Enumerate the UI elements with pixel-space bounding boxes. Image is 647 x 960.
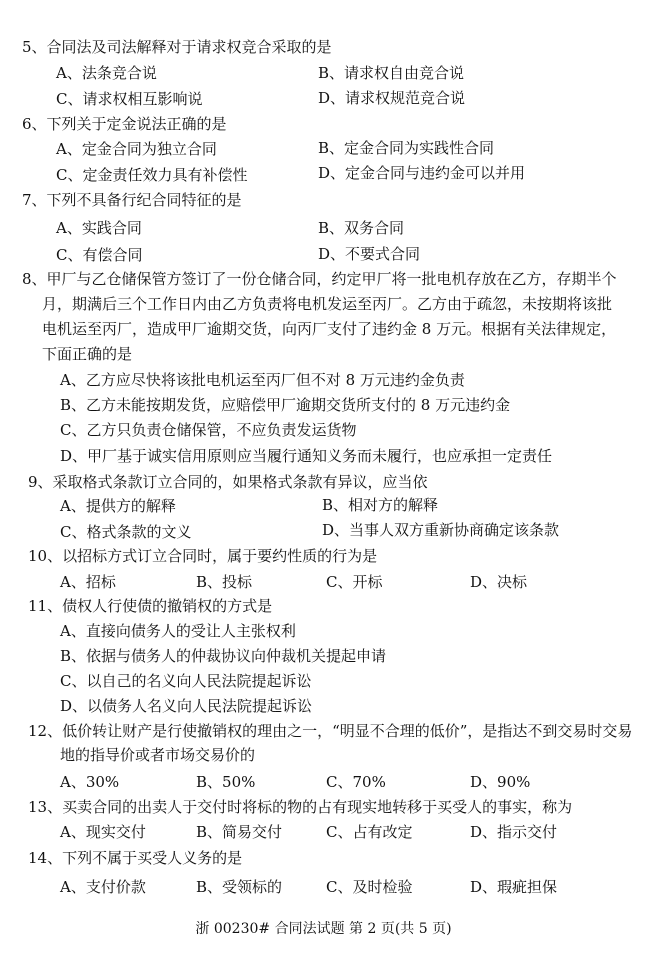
question-13-option-b: B、简易交付 [196,823,283,841]
question-8-stem-line-1: 8、甲厂与乙仓储保管方签订了一份仓储合同，约定甲厂将一批电机存放在乙方，存期半个 [22,270,617,288]
question-5-option-b: B、请求权自由竞合说 [318,64,465,82]
question-12-option-b: B、50% [196,773,256,791]
question-11-option-d: D、以债务人名义向人民法院提起诉讼 [60,697,313,715]
question-7-option-d: D、不要式合同 [318,245,421,263]
question-11-stem: 11、债权人行使债的撤销权的方式是 [28,597,273,615]
question-14-option-d: D、瑕疵担保 [470,878,558,896]
question-6-option-b: B、定金合同为实践性合同 [318,139,495,157]
question-7-option-a: A、实践合同 [56,219,142,237]
question-14-option-a: A、支付价款 [60,878,146,896]
question-5-stem: 5、合同法及司法解释对于请求权竞合采取的是 [22,38,332,56]
question-7-stem: 7、下列不具备行纪合同特征的是 [22,191,242,209]
question-14-option-c: C、及时检验 [326,878,413,896]
question-10-option-a: A、招标 [60,573,116,591]
question-7-option-c: C、有偿合同 [56,246,143,264]
question-11-option-b: B、依据与债务人的仲裁协议向仲裁机关提起申请 [60,647,387,665]
question-10-option-b: B、投标 [196,573,253,591]
question-13-option-d: D、指示交付 [470,823,558,841]
question-10-stem: 10、以招标方式订立合同时，属于要约性质的行为是 [28,547,378,565]
question-14-stem: 14、下列不属于买受人义务的是 [28,849,243,867]
question-6-option-c: C、定金责任效力具有补偿性 [56,166,248,184]
question-10-option-c: C、开标 [326,573,383,591]
question-5-option-d: D、请求权规范竞合说 [318,89,466,107]
question-10-option-d: D、决标 [470,573,528,591]
question-8-option-a: A、乙方应尽快将该批电机运至丙厂但不对 8 万元违约金负责 [60,371,465,389]
question-13-stem: 13、买卖合同的出卖人于交付时将标的物的占有现实地转移于买受人的事实，称为 [28,798,573,816]
question-9-option-b: B、相对方的解释 [322,496,439,514]
question-12-option-c: C、70% [326,773,386,791]
question-5-option-a: A、法条竞合说 [56,64,157,82]
question-6-option-d: D、定金合同与违约金可以并用 [318,164,526,182]
question-12-option-d: D、90% [470,773,531,791]
question-13-option-c: C、占有改定 [326,823,413,841]
question-9-stem: 9、采取格式条款订立合同的，如果格式条款有异议，应当依 [28,473,428,491]
question-9-option-d: D、当事人双方重新协商确定该条款 [322,521,560,539]
question-6-option-a: A、定金合同为独立合同 [56,140,217,158]
question-6-stem: 6、下列关于定金说法正确的是 [22,115,227,133]
question-8-stem-line-4: 下面正确的是 [42,345,133,363]
question-9-option-a: A、提供方的解释 [60,497,176,515]
question-8-stem-line-3: 电机运至丙厂，造成甲厂逾期交货，向丙厂支付了违约金 8 万元。根据有关法律规定， [42,320,617,338]
page-footer: 浙 00230# 合同法试题 第 2 页(共 5 页) [195,921,452,937]
question-8-stem-line-2: 月，期满后三个工作日内由乙方负责将电机发运至丙厂。乙方由于疏忽，未按期将该批 [42,295,613,313]
question-5-option-c: C、请求权相互影响说 [56,90,203,108]
question-11-option-a: A、直接向债务人的受让人主张权利 [60,622,296,640]
question-12-option-a: A、30% [60,773,120,791]
question-11-option-c: C、以自己的名义向人民法院提起诉讼 [60,672,312,690]
question-9-option-c: C、格式条款的文义 [60,523,192,541]
question-8-option-d: D、甲厂基于诚实信用原则应当履行通知义务而未履行，也应承担一定责任 [60,447,553,465]
question-12-stem-line-1: 12、低价转让财产是行使撤销权的理由之一，“明显不合理的低价”，是指达不到交易时交易 [28,722,633,740]
question-8-option-c: C、乙方只负责仓储保管，不应负责发运货物 [60,421,357,439]
question-14-option-b: B、受领标的 [196,878,283,896]
question-7-option-b: B、双务合同 [318,219,405,237]
question-12-stem-line-2: 地的指导价或者市场交易价的 [60,746,256,764]
question-13-option-a: A、现实交付 [60,823,146,841]
question-8-option-b: B、乙方未能按期发货，应赔偿甲厂逾期交货所支付的 8 万元违约金 [60,396,511,414]
